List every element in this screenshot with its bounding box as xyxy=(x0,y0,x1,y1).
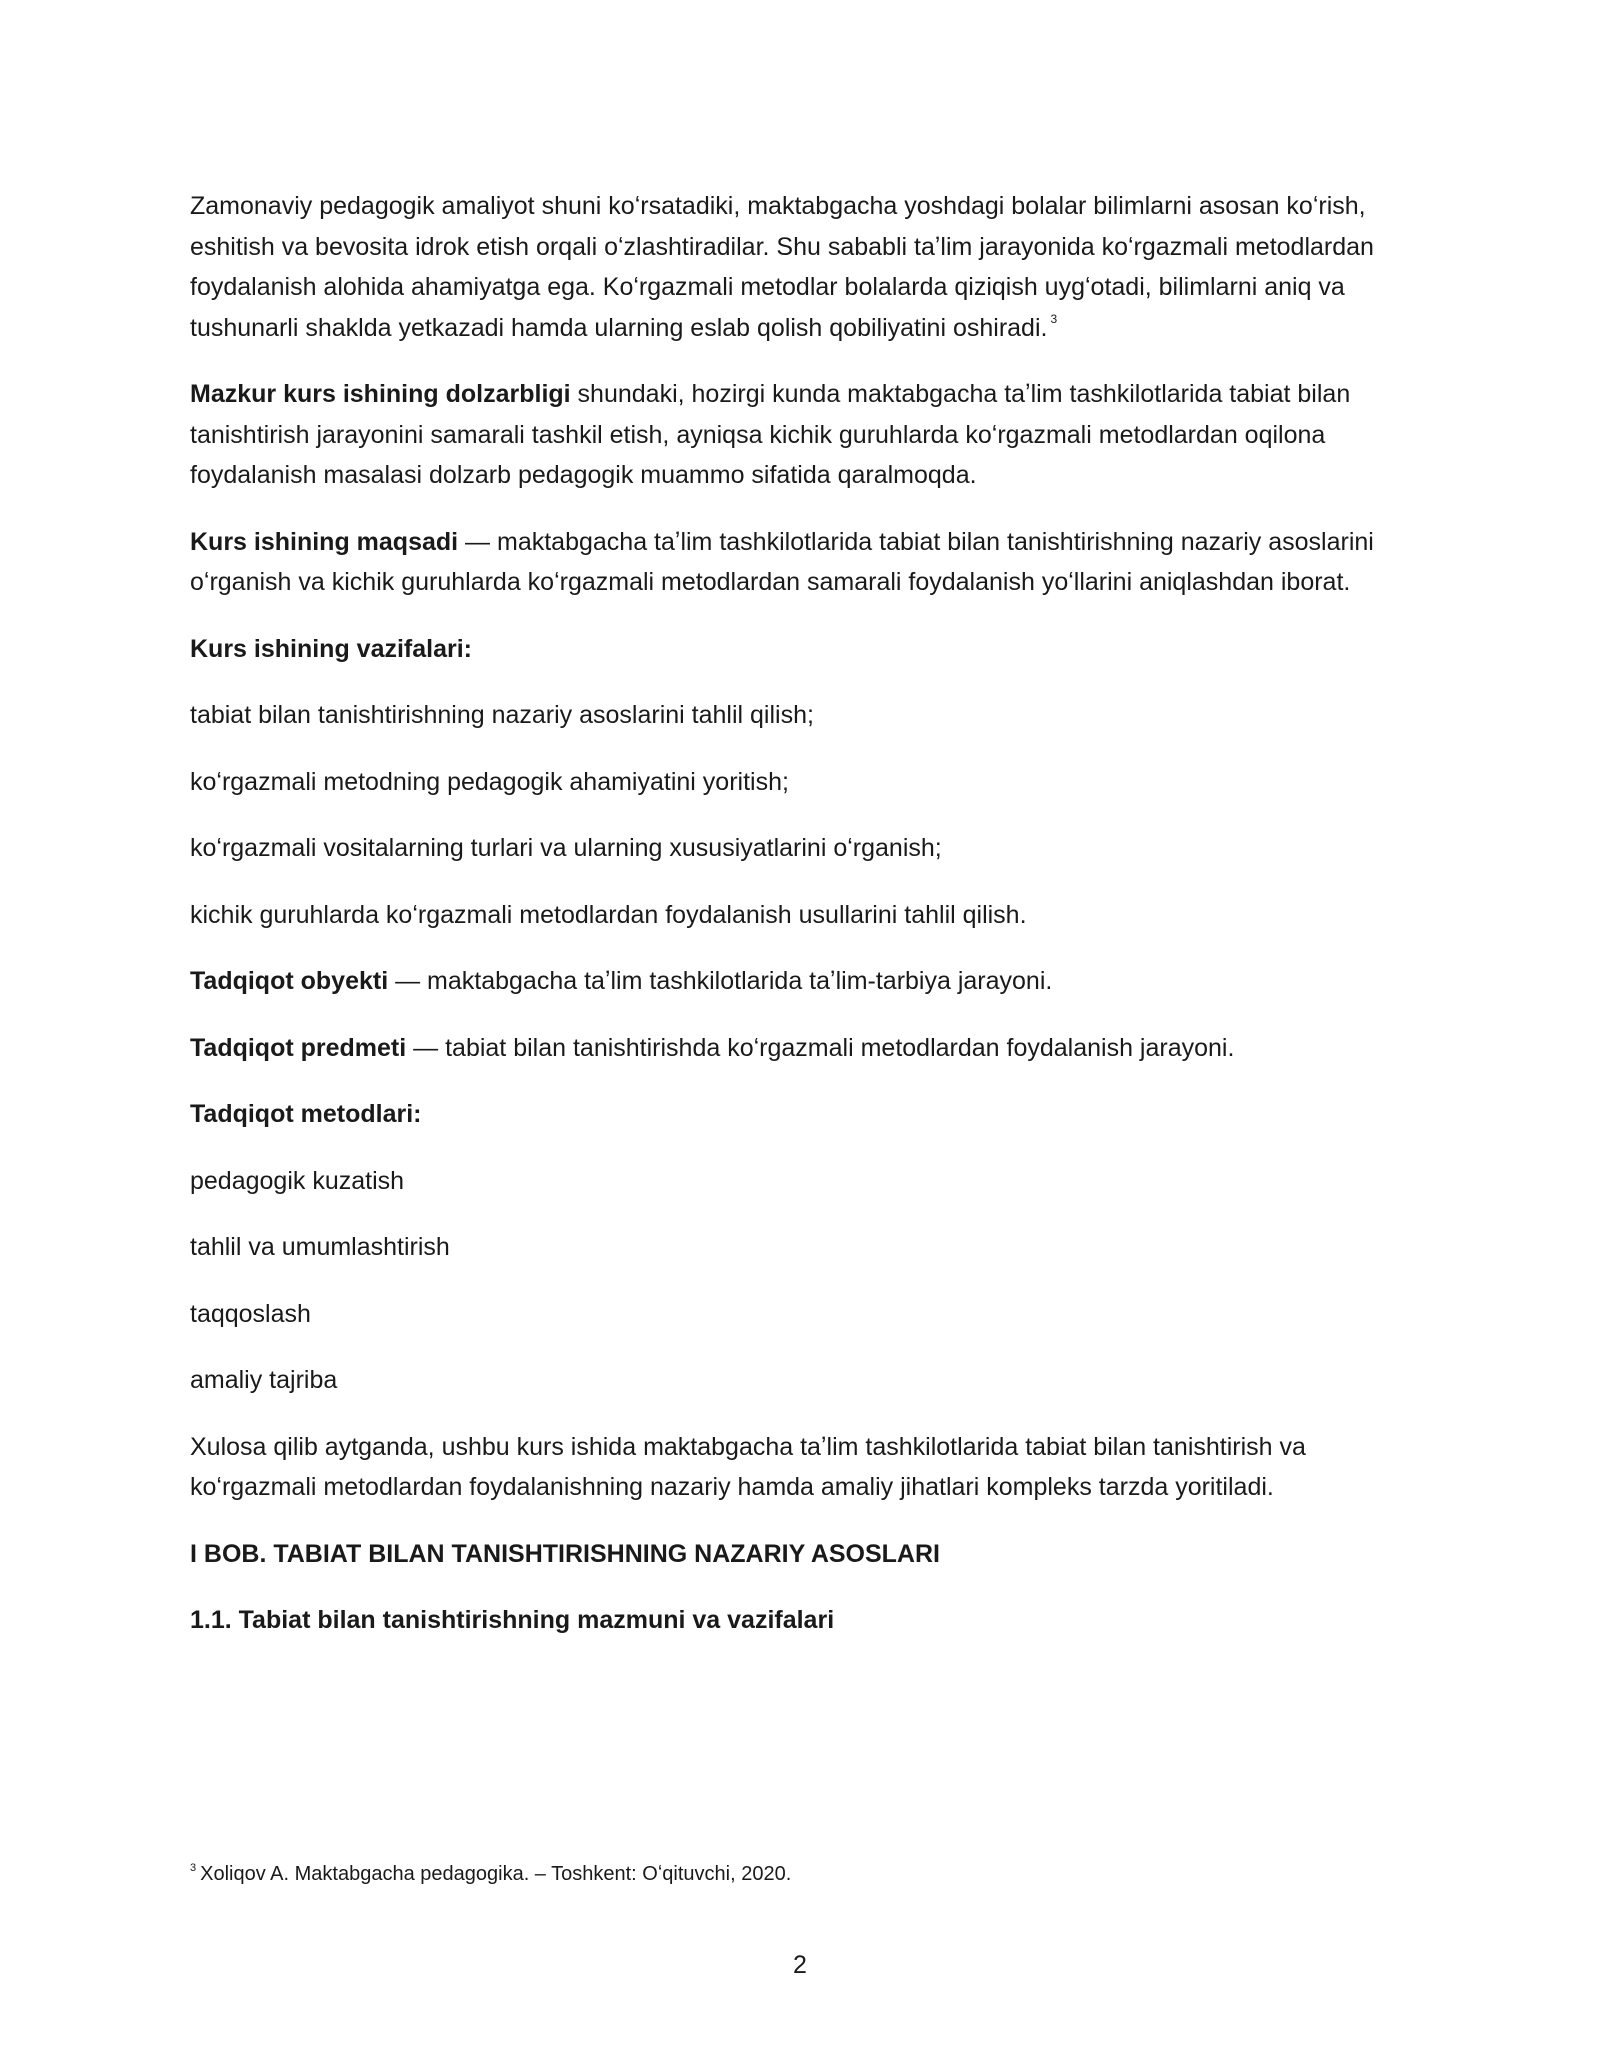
object-label: Tadqiqot obyekti xyxy=(190,967,389,995)
task-item: tabiat bilan tanishtirishning nazariy asoslarini tahlil qilish; xyxy=(190,701,814,729)
object-text: — maktabgacha taʼlim tashkilotlarida taʼlim-tarbiya jarayoni. xyxy=(388,967,1053,995)
page-body xyxy=(190,186,1430,1667)
intro-text: Zamonaviy pedagogik amaliyot shuni koʻrsatadiki, maktabgacha yoshdagi bolalar bilimlarni asosan koʻrish, eshitish va bevosita idrok etish orqali oʻzlashtiradilar. Shu sababli taʼlim jarayonida koʻrgazmali metodlardan foydalanish alohida ahamiyatga ega. Koʻrgazmali metodlar bolalarda qiziqish uygʻotadi, bilimlarni aniq va tushunarli shaklda yetkazadi hamda ularning eslab qolish qobiliyatini oshiradi. xyxy=(190,192,1374,342)
goal-text: — maktabgacha taʼlim tashkilotlarida tabiat bilan tanishtirishning nazariy asoslarini oʻrganish va kichik guruhlarda koʻrgazmali metodlardan samarali foydalanish yoʻllarini aniqlashdan iborat. xyxy=(190,527,1374,596)
footnote-text: Xoliqov A. Maktabgacha pedagogika. – Toshkent: Oʻqituvchi, 2020. xyxy=(200,1863,792,1885)
method-item: pedagogik kuzatish xyxy=(190,1166,405,1195)
goal-label: Kurs ishining maqsadi xyxy=(190,527,459,556)
intro-paragraph xyxy=(190,186,1430,348)
page-number: 2 xyxy=(793,1951,807,1979)
subject-label: Tadqiqot predmeti xyxy=(190,1033,407,1062)
chapter-title: I BOB. TABIAT BILAN TANISHTIRISHNING NAZARIY ASOSLARI xyxy=(190,1539,940,1568)
footnote-number: 3 xyxy=(190,1862,197,1874)
footnote-reference[interactable]: 3 xyxy=(1050,311,1058,326)
subject-paragraph xyxy=(190,1028,1430,1069)
tasks-heading: Kurs ishining vazifalari: xyxy=(190,634,473,663)
method-item: taqqoslash xyxy=(190,1299,311,1328)
goal-paragraph xyxy=(190,522,1430,603)
relevance-label: Mazkur kurs ishining dolzarbligi xyxy=(190,380,571,408)
conclusion-paragraph: Xulosa qilib aytganda, ushbu kurs ishida maktabgacha taʼlim tashkilotlarida tabiat bilan tanishtirish va koʻrgazmali metodlardan foydalanishning nazariy hamda amaliy jihatlari kompleks tarzda yoritiladi. xyxy=(190,1432,1306,1501)
section-title: 1.1. Tabiat bilan tanishtirishning mazmuni va vazifalari xyxy=(190,1606,835,1634)
methods-heading: Tadqiqot metodlari: xyxy=(190,1100,422,1128)
footnote xyxy=(190,1860,1390,1888)
method-item: tahlil va umumlashtirish xyxy=(190,1233,450,1261)
object-paragraph xyxy=(190,961,1430,1002)
relevance-text: shundaki, hozirgi kunda maktabgacha taʼlim tashkilotlarida tabiat bilan tanishtirish jarayonini samarali tashkil etish, ayniqsa kichik guruhlarda koʻrgazmali metodlardan oqilona foydalanish masalasi dolzarb pedagogik muammo sifatida qaralmoqda. xyxy=(190,380,1351,489)
task-item: koʻrgazmali vositalarning turlari va ularning xususiyatlarini oʻrganish; xyxy=(190,834,942,862)
task-item: kichik guruhlarda koʻrgazmali metodlardan foydalanish usullarini tahlil qilish. xyxy=(190,900,1027,929)
relevance-paragraph xyxy=(190,374,1430,496)
method-item: amaliy tajriba xyxy=(190,1366,338,1394)
subject-text: — tabiat bilan tanishtirishda koʻrgazmali metodlardan foydalanish jarayoni. xyxy=(406,1033,1235,1062)
task-item: koʻrgazmali metodning pedagogik ahamiyatini yoritish; xyxy=(190,767,789,796)
